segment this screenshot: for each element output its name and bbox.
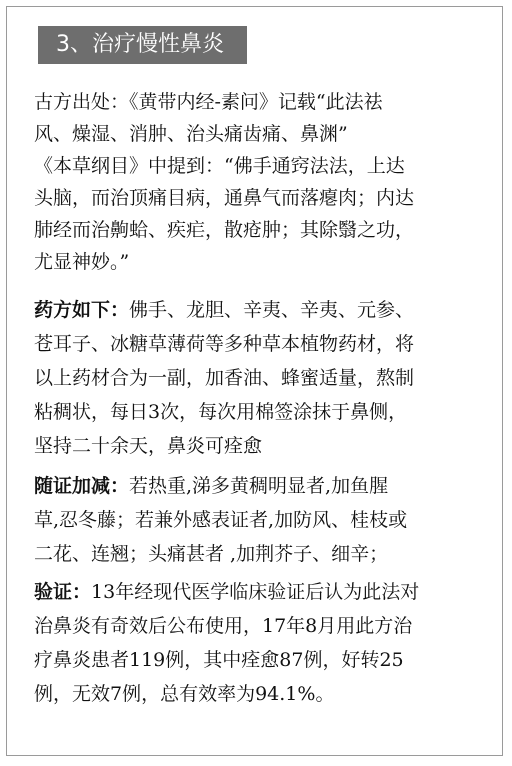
source-line: 尤显神妙。” [34, 251, 130, 273]
prescription-line: 以上药材合为一副，加香油、蜂蜜适量，熬制 [34, 367, 415, 389]
prescription-line: 粘稠状，每日3次，每次用棉签涂抹于鼻侧， [34, 401, 408, 423]
verification-line: 治鼻炎有奇效后公布使用，17年8月用此方治 [34, 615, 413, 637]
prescription-line: 佛手、龙胆、辛夷、辛夷、元参、 [129, 299, 415, 321]
modification-line: 草,忍冬藤；若兼外感表证者,加防风、桂枝或 [34, 509, 408, 531]
source-line: 肺经而治齁蛤、疾疟，散疮肿；其除翳之功， [34, 219, 415, 241]
source-line: 头脑，而治顶痛目病，通鼻气而落瘪肉；内达 [34, 187, 415, 209]
source-line: 古方出处：《黄带内经-素问》记载“此法祛 [34, 91, 383, 113]
modification-line: 二花、连翘；头痛甚者 ,加荆芥子、细辛； [34, 543, 389, 565]
prescription-label: 药方如下： [34, 299, 130, 321]
verification-line: 13年经现代医学临床验证后认为此法对 [91, 581, 420, 603]
section-title: 3、治疗慢性鼻炎 [56, 32, 224, 57]
prescription-first-line [34, 298, 414, 322]
verification-label: 验证： [34, 581, 92, 603]
modification-label: 随证加减： [34, 475, 130, 497]
source-line: 《本草纲目》中提到：“佛手通窍法法，上达 [34, 155, 405, 177]
modification-first-line [34, 474, 388, 498]
modification-line: 若热重,涕多黄稠明显者,加鱼腥 [129, 475, 389, 497]
source-line: 风、燥湿、消肿、治头痛齿痛、鼻渊” [34, 123, 348, 145]
prescription-line: 坚持二十余天，鼻炎可痊愈 [34, 435, 263, 457]
verification-line: 例，无效7例，总有效率为94.1%。 [34, 683, 335, 705]
verification-first-line [34, 580, 419, 604]
verification-line: 疗鼻炎患者119例，其中痊愈87例，好转25 [34, 649, 404, 671]
prescription-line: 苍耳子、冰糖草薄荷等多种草本植物药材，将 [34, 333, 415, 355]
